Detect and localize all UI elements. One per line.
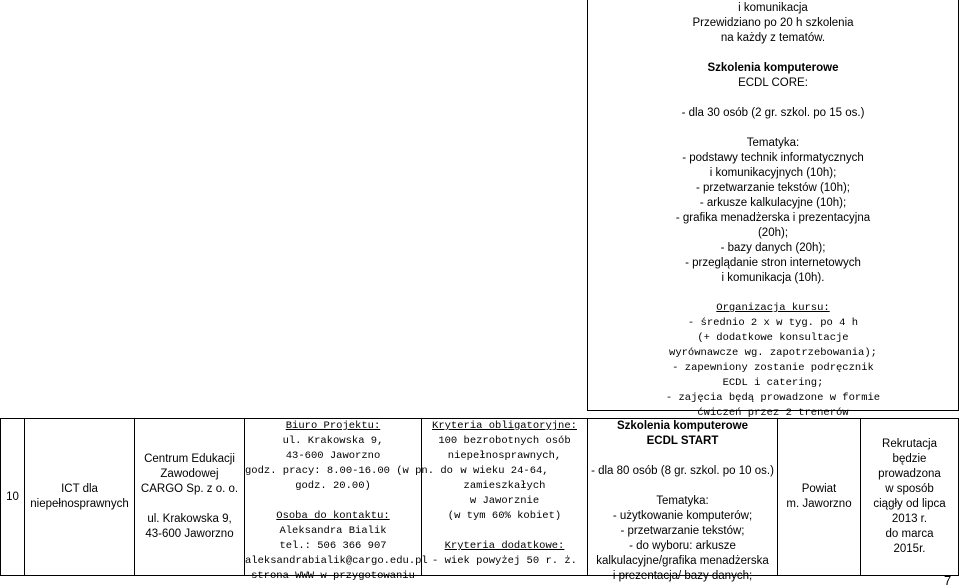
topic-line: - bazy danych (20h); [720,242,826,254]
training-topic-line: i prezentacja/ bazy danych; [612,570,753,582]
training-topic-line: - użytkowanie komputerów; [612,510,753,522]
organization-cell [134,418,245,576]
criteria-line: 100 bezrobotnych osób [438,435,571,447]
org-line: - średnio 2 x w tyg. po 4 h [687,317,859,329]
criteria-line: niepełnosprawnych, [447,450,562,462]
training-topic-line: - przetwarzanie tekstów; [620,525,745,537]
topic-line: - przeglądanie stron internetowych [685,257,861,269]
contact-line: strona WWW w przygotowaniu [251,570,415,582]
org-heading: Organizacja kursu: [716,302,830,314]
project-name-line: niepełnosprawnych [30,498,129,510]
office-line: godz. 20.00) [295,480,371,492]
org-line: - zajęcia będą prowadzone w formie [665,392,881,404]
topic-line: i komunikacja (10h). [721,272,825,284]
project-name-line: ICT dla [61,483,98,495]
extra-criteria-heading: Kryteria dodatkowe: [444,540,565,552]
text-line: na każdy z tematów. [720,32,826,44]
topic-line: - grafika menadżerska i prezentacyjna [675,212,871,224]
organization-address-line: ul. Krakowska 9, [147,513,232,525]
contact-heading: Osoba do kontaktu: [276,510,390,522]
contact-line: tel.: 506 366 907 [279,540,387,552]
office-line: ul. Krakowska 9, [282,435,384,447]
topics-list [588,151,958,286]
core-subtitle: ECDL CORE: [738,77,808,89]
contact-line: Aleksandra Bialik [279,525,387,537]
intro-text [588,1,958,46]
criteria-line: (w tym 60% kobiet) [447,510,562,522]
org-list [588,316,958,421]
office-heading: Biuro Projektu: [285,420,381,432]
organization-address-line: 43-600 Jaworzno [145,528,234,540]
county-cell [777,418,861,576]
office-line: godz. pracy: 8.00-16.00 (w pn. do [245,465,453,477]
organization-line: CARGO Sp. z o. o. [140,483,239,495]
organization-line: Centrum Edukacji [144,453,235,465]
topic-line: - podstawy technik informatycznych [682,152,864,164]
training-topics-heading: Tematyka: [656,495,709,507]
training-title: Szkolenia komputerowe [616,420,748,432]
topic-line: i komunikacyjnych (10h); [709,167,837,179]
row-number: 10 [6,490,19,503]
criteria-heading: Kryteria obligatoryjne: [432,420,577,432]
criteria-cell [421,418,588,576]
recruitment-line: 2015r. [893,543,926,555]
extra-criteria-line: - wiek powyżej 50 r. ż. [432,555,577,567]
recruitment-line: prowadzona [878,468,941,480]
recruitment-line: 2013 r. [891,513,928,525]
organization-line: Zawodowej [160,468,219,480]
topics-heading: Tematyka: [746,137,800,149]
text-line: i komunikacja [738,2,808,14]
core-people: - dla 30 osób (2 gr. szkol. po 15 os.) [681,107,865,119]
recruitment-line: w sposób [885,483,934,495]
training-cell [587,418,778,582]
org-line: wyrównawcze wg. zapotrzebowania); [669,347,877,359]
recruitment-line: do marca [885,528,934,540]
project-name-cell [24,418,135,576]
county-line: m. Jaworzno [786,498,852,510]
criteria-line: w Jaworznie [469,495,540,507]
criteria-line: w wieku 24-64, [460,465,549,477]
top-cell [587,0,959,419]
recruitment-cell [860,418,959,576]
training-topic-line: - do wyboru: arkusze [629,540,736,552]
org-line: (+ dodatkowe konsultacje [697,332,849,344]
row-number-cell [0,418,25,576]
org-line: - zapewniony zostanie podręcznik [672,362,874,374]
recruitment-line: będzie [892,453,927,465]
recruitment-line: ciągły od lipca [873,498,946,510]
training-subtitle: ECDL START [646,435,719,447]
org-line: ćwiczeń przez 2 trenerów [697,407,849,419]
topic-line: - arkusze kalkulacyjne (10h); [699,197,847,209]
org-line: ECDL i catering; [722,377,824,389]
contact-email: aleksandrabialik@cargo.edu.pl [245,555,428,567]
office-cell [244,418,453,582]
county-line: Powiat [801,483,837,495]
recruitment-line: Rekrutacja [882,438,937,450]
text-line: Przewidziano po 20 h szkolenia [692,17,854,29]
page-number: 7 [944,573,952,588]
criteria-line: zamieszkałych [463,480,546,492]
training-topic-line: kalkulacyjne/grafika menadżerska [596,555,769,567]
office-line: 43-600 Jaworzno [285,450,381,462]
topic-line: - przetwarzanie tekstów (10h); [695,182,851,194]
topic-line: (20h); [757,227,789,239]
core-title: Szkolenia komputerowe [707,62,839,74]
training-people: - dla 80 osób (8 gr. szkol. po 10 os.) [591,465,774,477]
